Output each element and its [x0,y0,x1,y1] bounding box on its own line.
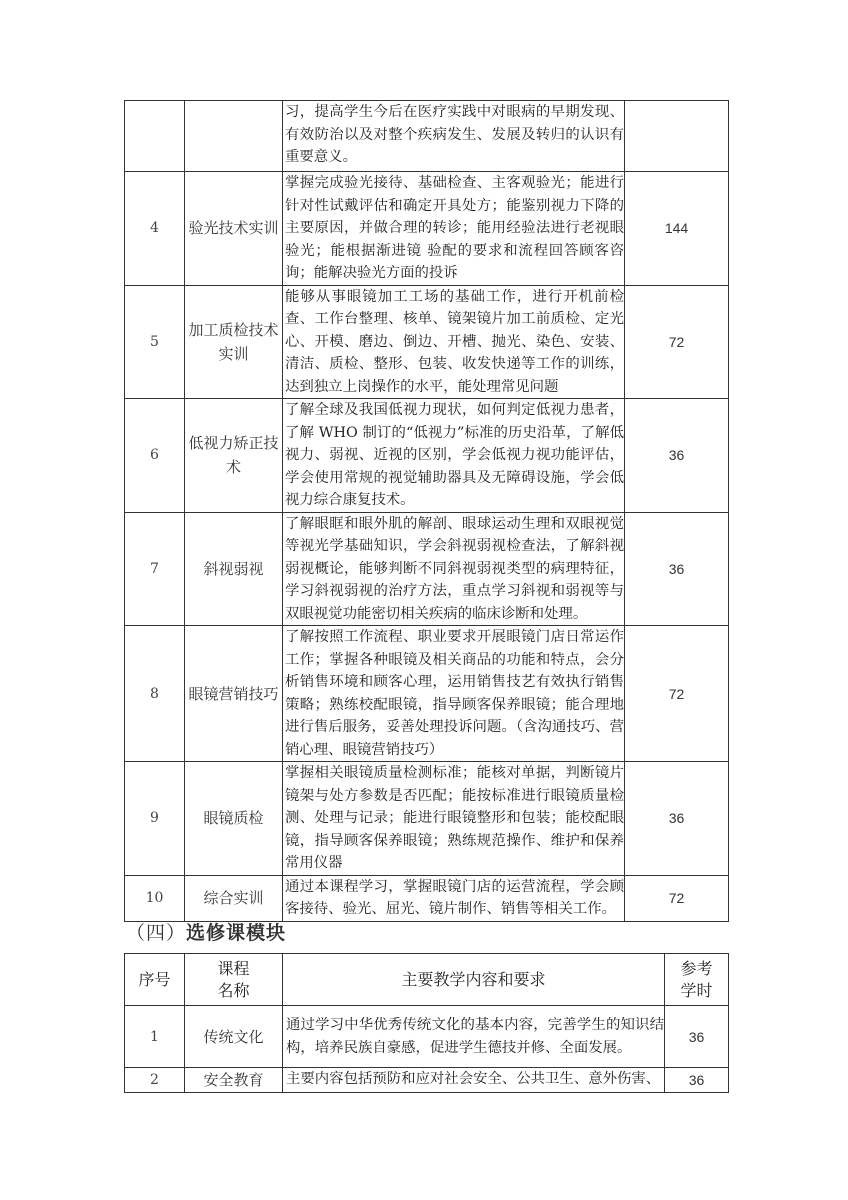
course-hours: 36 [665,1006,729,1068]
row-index: 4 [125,172,185,286]
course-description: 了解按照工作流程、职业要求开展眼镜门店日常运作工作；掌握各种眼镜及相关商品的功能和特点，会分析销售环境和顾客心理，运用销售技艺有效执行销售策略；熟练校配眼镜，指导顾客保养眼镜；能合理地进行售后服务，妥善处理投诉问题。（含沟通技巧、营销心理、眼镜营销技巧） [283,626,625,762]
course-hours: 72 [625,285,729,399]
course-name: 眼镜质检 [185,762,283,876]
section-title [126,918,286,945]
course-name: 传统文化 [185,1006,283,1068]
course-description: 了解全球及我国低视力现状，如何判定低视力患者，了解 WHO 制订的“低视力”标准的历史沿革，了解低视力、弱视、近视的区别，学会低视力视功能评估，学会使用常规的视觉辅助器具及无障碍设施，学会低视力综合康复技术。 [283,399,625,513]
course-name: 眼镜营销技巧 [185,626,283,762]
table-row [125,1068,729,1093]
table-row [125,512,729,626]
course-hours [625,101,729,172]
course-description: 掌握完成验光接待、基础检查、主客观验光；能进行针对性试戴评估和确定开具处方；能鉴别视力下降的主要原因，并做合理的转诊；能用经验法进行老视眼验光；能根据渐进镜 验配的要求和流程回答顾客咨询；能解决验光方面的投诉 [283,172,625,286]
course-description: 掌握相关眼镜质量检测标准；能核对单据，判断镜片镜架与处方参数是否匹配；能按标准进行眼镜质量检测、处理与记录；能进行眼镜整形和包装；能校配眼镜，指导顾客保养眼镜；熟练规范操作、维护和保养常用仪器 [283,762,625,876]
row-index: 1 [125,1006,185,1068]
course-name: 安全教育 [185,1068,283,1093]
table-row [125,626,729,762]
row-index: 9 [125,762,185,876]
header-name: 课程 名称 [185,954,283,1006]
course-name: 低视力矫正技术 [185,399,283,513]
course-hours: 72 [625,626,729,762]
table-row [125,1006,729,1068]
row-index: 10 [125,875,185,921]
row-index: 8 [125,626,185,762]
course-hours: 144 [625,172,729,286]
course-table [124,100,729,922]
table-row [125,762,729,876]
course-description: 能够从事眼镜加工工场的基础工作，进行开机前检查、工作台整理、核单、镜架镜片加工前质检、定光心、开模、磨边、倒边、开槽、抛光、染色、安装、清洁、质检、整形、包装、收发快递等工作的训练，达到独立上岗操作的水平，能处理常见问题 [283,285,625,399]
row-index [125,101,185,172]
course-hours: 72 [625,875,729,921]
table-row [125,285,729,399]
header-index: 序号 [125,954,185,1006]
section-number: （四） [126,922,187,944]
course-description: 了解眼眶和眼外肌的解剖、眼球运动生理和双眼视觉等视光学基础知识，学会斜视弱视检查法，了解斜视弱视概论，能够判断不同斜视弱视类型的病理特征，学习斜视弱视的治疗方法，重点学习斜视和弱视等与双眼视觉功能密切相关疾病的临床诊断和处理。 [283,512,625,626]
header-description: 主要教学内容和要求 [283,954,665,1006]
row-index: 5 [125,285,185,399]
row-index: 7 [125,512,185,626]
course-description: 通过本课程学习，掌握眼镜门店的运营流程，学会顾客接待、验光、屈光、镜片制作、销售等相关工作。 [283,875,625,921]
course-name: 综合实训 [185,875,283,921]
table-header-row [125,954,729,1006]
course-hours: 36 [625,399,729,513]
row-index: 2 [125,1068,185,1093]
section-text: 选修课模块 [186,922,287,944]
table-row [125,875,729,921]
table-row [125,101,729,172]
course-hours: 36 [625,512,729,626]
table-row [125,172,729,286]
course-description: 习，提高学生今后在医疗实践中对眼病的早期发现、有效防治以及对整个疾病发生、发展及转归的认识有重要意义。 [283,101,625,172]
course-hours: 36 [625,762,729,876]
row-index: 6 [125,399,185,513]
course-name: 斜视弱视 [185,512,283,626]
course-description: 通过学习中华优秀传统文化的基本内容，完善学生的知识结构，培养民族自豪感，促进学生德技并修、全面发展。 [283,1006,665,1068]
course-hours: 36 [665,1068,729,1093]
elective-table [124,953,729,1093]
course-name: 加工质检技术实训 [185,285,283,399]
course-name [185,101,283,172]
course-description: 主要内容包括预防和应对社会安全、公共卫生、意外伤害、 [283,1068,665,1093]
header-hours: 参考 学时 [665,954,729,1006]
course-name: 验光技术实训 [185,172,283,286]
table-row [125,399,729,513]
